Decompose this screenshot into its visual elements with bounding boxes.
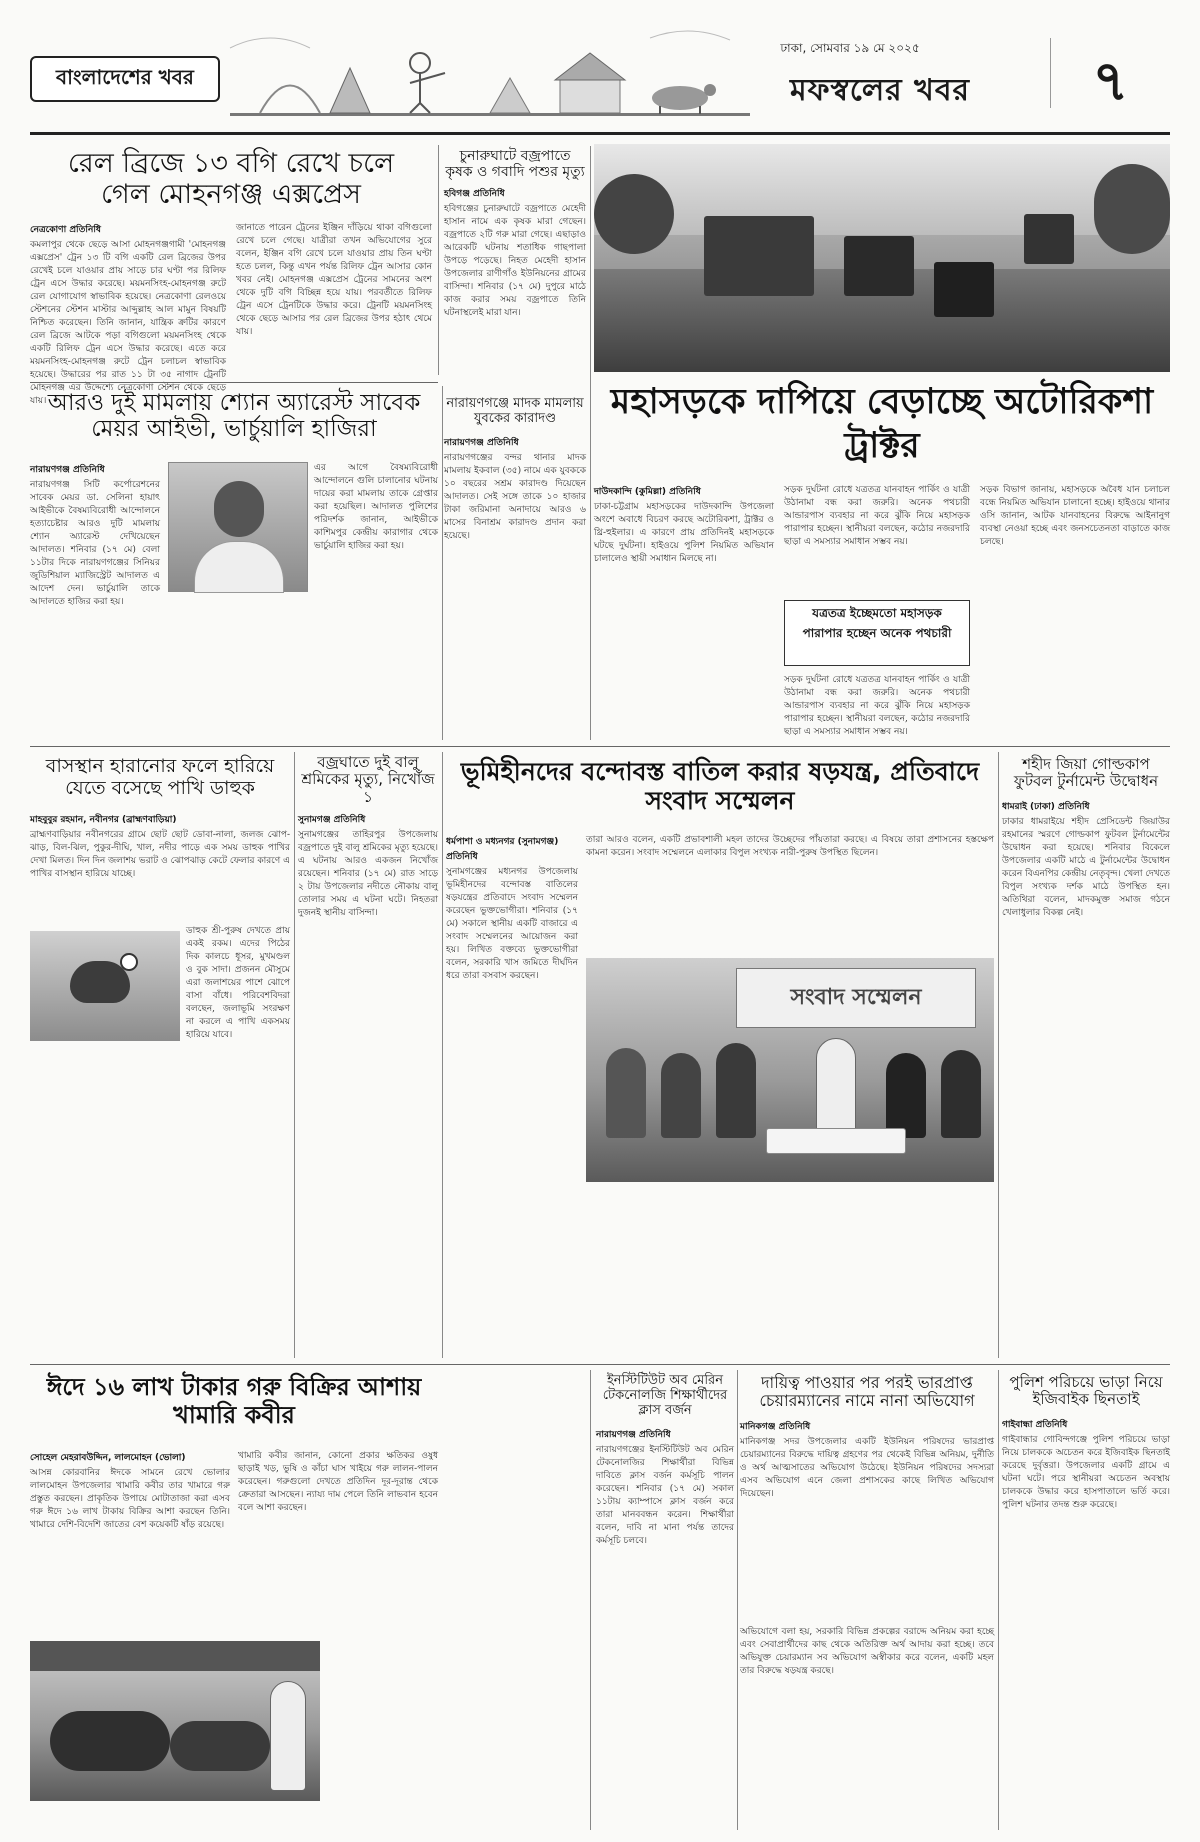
story-byline: নারায়ণগঞ্জ প্রতিনিধি	[30, 465, 105, 475]
story-body-col: তারা আরও বলেন, একটি প্রভাবশালী মহল তাদের উচ্ছেদের পাঁয়তারা করছে। এ বিষয়ে তারা প্রশাসনের হস্তক্ষেপ কামনা করেন। সংবাদ সম্মেলনে এলাকার বিপুল সংখ্যক নারী-পুরুষ উপস্থিত ছিলেন।	[586, 835, 994, 858]
story-chairman	[740, 1372, 994, 1830]
story-headline: বজ্রঘাতে দুই বালু শ্রমিকের মৃত্যু, নিখোঁজ ১	[301, 753, 435, 806]
portrait-photo	[168, 462, 308, 592]
person-icon	[716, 1043, 756, 1138]
story-headline: মহাসড়কে দাপিয়ে বেড়াচ্ছে অটোরিকশা ট্রাক্টর	[610, 382, 1154, 466]
story-byline: দাউদকান্দি (কুমিল্লা) প্রতিনিধি	[594, 487, 701, 497]
story-feature	[594, 380, 1170, 476]
story-body: হবিগঞ্জের চুনারুঘাটে বজ্রপাতে মেহেদী হাসান নামে এক কৃষক মারা গেছেন। বজ্রপাতে ২টি গরু মারা গেছে। এছাড়াও আরেকটি ঘটনায় শতাধিক গাছপালা উপড়ে পড়েছে। নিহত মেহেদী হাসান উপজেলার রাণীগাঁও ইউনিয়নের গ্রামের বাসিন্দা। শনিবার (১৭ মে) দুপুরে মাঠে কাজ করার সময় বজ্রপাতে তিনি ঘটনাস্থলেই মারা যান।	[444, 204, 586, 319]
story-byline: মানিকগঞ্জ প্রতিনিধি	[740, 1421, 811, 1432]
issue-date: ঢাকা, সোমবার ১৯ মে ২০২৫	[780, 41, 920, 55]
tree-icon	[594, 174, 674, 254]
story-bird	[30, 752, 290, 1358]
story-rail-bridge	[30, 142, 432, 406]
story-byline: নারায়ণগঞ্জ প্রতিনিধি	[596, 1429, 671, 1440]
story-headline: রেল ব্রিজে ১৩ বগি রেখে চলে গেল মোহনগঞ্জ এক্সপ্রেস	[67, 148, 395, 211]
story-byline: ধর্মপাশা ও মধ্যনগর (সুনামগঞ্জ) প্রতিনিধি	[446, 837, 559, 862]
person-icon	[606, 1048, 646, 1138]
section-rule	[30, 746, 1170, 747]
section-rule	[30, 382, 438, 383]
story-body-col: ডাহুক শ্রী-পুরুষ দেখতে প্রায় একই রকম। এদের পিঠের দিক কালচে ধূসর, মুখমণ্ডল ও বুক সাদা। প্রজনন মৌসুমে এরা জলাশয়ের পাশে ঝোপে বাসা বাঁধে। পরিবেশবিদরা বলছেন, জলাভূমি সংরক্ষণ না করলে এ পাখি একসময় হারিয়ে যাবে।	[186, 926, 290, 1040]
story-football	[1002, 752, 1170, 1358]
story-lightning	[444, 146, 586, 386]
cow-icon	[170, 1721, 270, 1771]
truck-icon	[704, 216, 814, 296]
bird-photo	[30, 931, 180, 1041]
story-body: সুনামগঞ্জের তাহিরপুর উপজেলায় বজ্রপাতে দুই বালু শ্রমিকের মৃত্যু হয়েছে। এ ঘটনায় আরও একজন নিখোঁজ রয়েছেন। শনিবার (১৭ মে) রাত সাড়ে ২ টায় উপজেলার নদীতে নৌকায় বালু তোলার সময় এ ঘটনা ঘটে। নিহতরা দুজনই স্থানীয় বাসিন্দা।	[298, 829, 438, 918]
story-byline: হবিগঞ্জ প্রতিনিধি	[444, 189, 505, 200]
section-title: মফস্বলের খবর	[789, 73, 971, 108]
story-police-easybike	[1002, 1372, 1170, 1830]
column-rule	[737, 1370, 738, 1830]
cattle-farm-photo	[30, 1641, 320, 1801]
auto-rickshaw-icon	[1024, 214, 1074, 264]
masthead	[30, 18, 1170, 128]
story-body-col: জানাতে পারেন ট্রেনের ইঞ্জিন দাঁড়িয়ে থাকা বগিগুলো রেখে চলে গেছে। যাত্রীরা তখন অভিযোগের সুরে বলেন, ইঞ্জিন বগি রেখে চলে যাওয়ার প্রায় তিন ঘণ্টা হতে চলল, কিন্তু এখন পর্যন্ত রিলিফ ট্রেন আসার কোন খবর নেই। মোহনগঞ্জ এক্সপ্রেস ট্রেনের সামনের অংশ থেকে দুটি বগি বিচ্ছিন্ন হয়ে যায়। পরবর্তীতে রিলিফ ট্রেন এসে ট্রেনটিকে উদ্ধার করে। ট্রেনটি ময়মনসিংহ থেকে ছেড়ে আসার পর রেল ব্রিজের উপর হঠাৎ থেমে যায়।	[236, 223, 432, 337]
story-body-col: আসন্ন কোরবানির ঈদকে সামনে রেখে ভোলার লালমোহন উপজেলার খামারি কবীর তার খামারে গরু প্রস্তুত করছেন। প্রাকৃতিক উপায়ে মোটাতাজা করা এসব গরু ঈদে ১৬ লাখ টাকায় বিক্রির আশা করছেন তিনি। খামারে দেশি-বিদেশি জাতের বেশ কয়েকটি ষাঁড় রয়েছে।	[30, 1468, 230, 1530]
story-headline: ইনস্টিটিউট অব মেরিন টেকনোলজি শিক্ষার্থীদের ক্লাস বর্জন	[602, 1373, 728, 1418]
column-rule	[590, 1370, 591, 1830]
story-body: নারায়ণগঞ্জের বন্দর থানার মাদক মামলায় ইকবাল (৩৫) নামে এক যুবককে ১০ বছরের সশ্রম কারাদণ্ড দিয়েছেন আদালত। সেই সঙ্গে তাকে ১০ হাজার টাকা জরিমানা অনাদায়ে আরও ৬ মাসের বিনাশ্রম কারাদণ্ড প্রদান করা হয়েছে।	[444, 452, 586, 541]
person-icon	[941, 1050, 981, 1138]
section-left-label: বাংলাদেশের খবর	[30, 56, 220, 102]
story-body-col: কমলাপুর থেকে ছেড়ে আসা মোহনগঞ্জগামী 'মোহনগঞ্জ এক্সপ্রেস' ট্রেন ১৩ টি বগি একটি রেল ব্রিজের উপর রেখেই চলে যাওয়ার প্রায় সাড়ে চার ঘণ্টা পর রিলিফ ট্রেন এসে উদ্ধার করেছে। ময়মনসিংহ-মোহনগঞ্জ রুটে রেল যোগাযোগ স্বাভাবিক হয়েছে। নেত্রকোণা রেলওয়ে স্টেশনের স্টেশন মাস্টার আব্দুল্লাহ আল মামুন বিষয়টি নিশ্চিত করেছেন। তিনি জানান, যান্ত্রিক ক্রটির কারণে রেল ব্রিজে আটকে পড়া বগিগুলো ময়মনসিংহ থেকে একটি রিলিফ ট্রেন এসে উদ্ধার করেছে। এতে করে ময়মনসিংহ-মোহনগঞ্জ রুটে ট্রেন চলাচল স্বাভাবিক হয়েছে। উদ্ধারের পর রাত ১১ টা ৩৫ নাগাদ ট্রেনটি মোহনগঞ্জ এর উদ্দেশ্যে নেত্রকোণা স্টেশন থেকে ছেড়ে যায়।	[30, 240, 226, 406]
story-body-col: ঢাকা-চট্টগ্রাম মহাসড়কের দাউদকান্দি উপজেলা অংশে অবাধে বিচরণ করছে অটোরিকশা, ট্রাক্টর ও থ্রি-হুইলার। এ কারণে প্রায় প্রতিদিনই মহাসড়কে ঘটছে দুর্ঘটনা। হাইওয়ে পুলিশ নিয়মিত অভিযান চালালেও স্থায়ী সমাধান মিলছে না।	[594, 502, 774, 564]
auto-rickshaw-icon	[934, 262, 994, 317]
person-icon	[270, 1681, 306, 1791]
story-body-col: খামারি কবীর জানান, কোনো প্রকার ক্ষতিকর ওষুধ ছাড়াই খড়, ভুষি ও কাঁচা ঘাস খাইয়ে গরু লালন-পালন করেছেন। গরুগুলো দেখতে প্রতিদিন দূর-দূরান্ত থেকে ক্রেতারা আসছেন। ন্যায্য দাম পেলে তিনি লাভবান হবেন বলে আশা করছেন।	[238, 1451, 438, 1513]
story-body-col: সড়ক দুর্ঘটনা রোধে যত্রতত্র যানবাহন পার্কিং ও যাত্রী উঠানামা বন্ধ করা জরুরি। অনেক পথচারী আন্ডারপাস ব্যবহার না করে ঝুঁকি নিয়ে মহাসড়ক পারাপার হচ্ছেন। স্থানীয়রা বলছেন, কঠোর নজরদারি ছাড়া এ সমস্যার সমাধান সম্ভব নয়।	[784, 485, 970, 547]
section-rule	[30, 1364, 1170, 1365]
story-feature-body	[594, 484, 1170, 740]
story-headline: ঈদে ১৬ লাখ টাকার গরু বিক্রির আশায় খামারি কবীর	[46, 1373, 422, 1429]
column-rule	[998, 1370, 999, 1830]
story-byline: মাহবুবুর রহমান, নবীনগর (ব্রাহ্মণবাড়িয়া)	[30, 815, 177, 825]
table-icon	[766, 1128, 906, 1154]
person-icon	[661, 1053, 701, 1138]
column-rule	[442, 386, 443, 740]
banner: সংবাদ সম্মেলন	[736, 968, 976, 1028]
story-headline: বাসস্থান হারানোর ফলে হারিয়ে যেতে বসেছে পাখি ডাহুক	[45, 755, 275, 799]
column-rule	[442, 752, 443, 1358]
auto-rickshaw-icon	[844, 236, 914, 296]
story-headline: চুনারুঘাটে বজ্রপাতে কৃষক ও গবাদি পশুর মৃত্যু	[445, 148, 585, 181]
tree-icon	[1094, 164, 1170, 254]
story-drug-case	[444, 395, 586, 740]
page-number: ৭	[1050, 38, 1170, 108]
story-headline: শহীদ জিয়া গোল্ডকাপ ফুটবল টুর্নামেন্ট উদ্বোধন	[1013, 755, 1159, 791]
story-body-col: এর আগে বৈষম্যবিরোধী আন্দোলনে গুলি চালানোর ঘটনায় দায়ের করা মামলায় তাকে গ্রেপ্তার করা হয়েছিল। আদালত পুলিশের পরিদর্শক জানান, আইভীকে কাশিমপুর কেন্দ্রীয় কারাগার থেকে ভার্চুয়ালি হাজির করা হয়।	[314, 463, 438, 551]
story-body-col: সুনামগঞ্জের মধ্যনগর উপজেলায় ভূমিহীনদের বন্দোবস্ত বাতিলের ষড়যন্ত্রের প্রতিবাদে সংবাদ সম্মেলন করেছেন ভুক্তভোগীরা। শনিবার (১৭ মে) সকালে স্থানীয় একটি বাজারে এ সংবাদ সম্মেলনের আয়োজন করা হয়। লিখিত বক্তব্যে ভুক্তভোগীরা বলেন, সরকারি খাস জমিতে দীর্ঘদিন ধরে তারা বসবাস করছেন।	[446, 867, 578, 981]
story-body: নারায়ণগঞ্জ সিটি কর্পোরেশনের সাবেক মেয়র ডা. সেলিনা হায়াৎ আইভীকে বৈষম্যবিরোধী আন্দোলনে হত্যাচেষ্টার আরও দুটি মামলায় শ্যোন অ্যারেস্ট দেখিয়েছেন আদালত। শনিবার (১৭ মে) বেলা ১১টার দিকে নারায়ণগঞ্জের সিনিয়র জুডিশিয়াল ম্যাজিস্ট্রেট আদালত এ আদেশ দেন। ভার্চুয়ালি তাকে আদালতে হাজির করা হয়।	[30, 480, 160, 607]
press-conference-photo	[586, 958, 994, 1182]
story-cattle	[30, 1370, 438, 1830]
story-body: ব্রাহ্মণবাড়িয়ার নবীনগরের গ্রামে ছোট ছোট ডোবা-নালা, জলজ ঝোপ-ঝাড়, বিল-ঝিল, পুকুর-দীঘি, খাল, নদীর পাড়ে এক সময় ডাহুক পাখির দেখা মিলত। দিন দিন জলাশয় ভরাট ও ঝোপঝাড় কেটে ফেলার কারণে এ পাখির বাসস্থান হারিয়ে যাচ্ছে।	[30, 830, 290, 879]
story-byline: সোহেল মেহরাবউদ্দিন, লালমোহন (ভোলা)	[30, 1453, 186, 1463]
column-rule	[294, 752, 295, 1358]
masthead-rule	[30, 132, 1170, 135]
person-icon	[886, 1053, 926, 1138]
story-body-col: সড়ক দুর্ঘটনা রোধে যত্রতত্র যানবাহন পার্কিং ও যাত্রী উঠানামা বন্ধ করা জরুরি। অনেক পথচারী আন্ডারপাস ব্যবহার না করে ঝুঁকি নিয়ে মহাসড়ক পারাপার হচ্ছেন। স্থানীয়রা বলছেন, কঠোর নজরদারি ছাড়া এ সমস্যার সমাধান সম্ভব নয়।	[784, 675, 970, 737]
story-headline: পুলিশ পরিচয়ে ভাড়া নিয়ে ইজিবাইক ছিনতাই	[1009, 1373, 1163, 1409]
story-byline: নারায়ণগঞ্জ প্রতিনিধি	[444, 437, 519, 448]
story-body-col: সড়ক বিভাগ জানায়, মহাসড়কে অবৈধ যান চলাচল বন্ধে নিয়মিত অভিযান চালানো হচ্ছে। হাইওয়ে থানার ওসি জানান, আটক যানবাহনের বিরুদ্ধে আইনানুগ ব্যবস্থা নেওয়া হচ্ছে এবং জনসচেতনতা বাড়াতে কাজ চলছে।	[980, 485, 1170, 547]
story-headline: নারায়ণগঞ্জে মাদক মামলায় যুবকের কারাদণ্ড	[446, 396, 584, 426]
story-body: গাইবান্ধার গোবিন্দগঞ্জে পুলিশ পরিচয়ে ভাড়া নিয়ে চালককে অচেতন করে ইজিবাইক ছিনতাই করেছে দুর্বৃত্তরা। উপজেলার একটি গ্রামে এ ঘটনা ঘটে। পরে স্থানীয়রা অচেতন অবস্থায় চালককে উদ্ধার করে হাসপাতালে ভর্তি করে। পুলিশ ঘটনার তদন্ত শুরু করেছে।	[1002, 1434, 1170, 1510]
column-rule	[590, 146, 591, 740]
story-sand-workers	[298, 752, 438, 1358]
story-institute	[596, 1372, 734, 1830]
story-byline: ধামরাই (ঢাকা) প্রতিনিধি	[1002, 801, 1090, 812]
story-body: ঢাকার ধামরাইয়ে শহীদ প্রেসিডেন্ট জিয়াউর রহমানের স্মরণে গোল্ডকাপ ফুটবল টুর্নামেন্টের উদ্বোধন করা হয়েছে। শনিবার বিকেলে উপজেলার একটি মাঠে এ টুর্নামেন্টের উদ্বোধন করেন বিএনপির কেন্দ্রীয় নেতৃবৃন্দ। খেলা দেখতে বিপুল সংখ্যক দর্শক মাঠে উপস্থিত হন। অতিথিরা বলেন, মাদকমুক্ত সমাজ গঠনে খেলাধুলার বিকল্প নেই।	[1002, 816, 1170, 918]
story-byline: নেত্রকোণা প্রতিনিধি	[30, 225, 101, 235]
story-headline: দায়িত্ব পাওয়ার পর পরই ভারপ্রাপ্ত চেয়ারম্যানের নামে নানা অভিযোগ	[759, 1373, 975, 1411]
feature-photo-highway	[594, 144, 1170, 372]
story-byline: সুনামগঞ্জ প্রতিনিধি	[298, 814, 366, 825]
story-landless	[446, 752, 994, 1358]
story-shyon-arrest	[30, 386, 438, 740]
story-headline: আরও দুই মামলায় শ্যোন অ্যারেস্ট সাবেক মেয়র আইভী, ভার্চুয়ালি হাজিরা	[47, 390, 421, 443]
story-body-col: মানিকগঞ্জ সদর উপজেলার একটি ইউনিয়ন পরিষদের ভারপ্রাপ্ত চেয়ারম্যানের বিরুদ্ধে দায়িত্ব গ্রহণের পর থেকেই বিভিন্ন অনিয়ম, দুর্নীতি ও অর্থ আত্মসাতের অভিযোগ উঠেছে। ইউনিয়ন পরিষদের সদস্যরা এসব অভিযোগ এনে জেলা প্রশাসকের কাছে লিখিত অভিযোগ দিয়েছেন।	[740, 1436, 994, 1499]
story-body-col: অভিযোগে বলা হয়, সরকারি বিভিন্ন প্রকল্পের বরাদ্দে অনিয়ম করা হচ্ছে এবং সেবাপ্রার্থীদের কাছ থেকে অতিরিক্ত অর্থ আদায় করা হচ্ছে। তবে অভিযুক্ত চেয়ারম্যান সব অভিযোগ অস্বীকার করে বলেন, একটি মহল তার বিরুদ্ধে ষড়যন্ত্র করছে।	[740, 1626, 994, 1676]
story-body: নারায়ণগঞ্জের ইনস্টিটিউট অব মেরিন টেকনোলজির শিক্ষার্থীরা বিভিন্ন দাবিতে ক্লাস বর্জন কর্মসূচি পালন করেছেন। শনিবার (১৭ মে) সকাল ১১টায় ক্যাম্পাসে ক্লাস বর্জন করে তারা মানববন্ধন করেন। শিক্ষার্থীরা বলেন, দাবি না মানা পর্যন্ত তাদের কর্মসূচি চলবে।	[596, 1444, 734, 1546]
column-rule	[438, 145, 439, 375]
column-rule	[998, 752, 999, 1358]
person-icon	[214, 481, 264, 537]
pull-quote: যত্রতত্র ইচ্ছেমতো মহাসড়ক পারাপার হচ্ছেন অনেক পথচারী	[784, 600, 970, 666]
story-headline: ভূমিহীনদের বন্দোবস্ত বাতিল করার ষড়যন্ত্র, প্রতিবাদে সংবাদ সম্মেলন	[460, 757, 980, 815]
cow-icon	[50, 1711, 170, 1771]
story-byline: গাইবান্ধা প্রতিনিধি	[1002, 1419, 1068, 1430]
village-illustration-icon	[230, 18, 750, 128]
